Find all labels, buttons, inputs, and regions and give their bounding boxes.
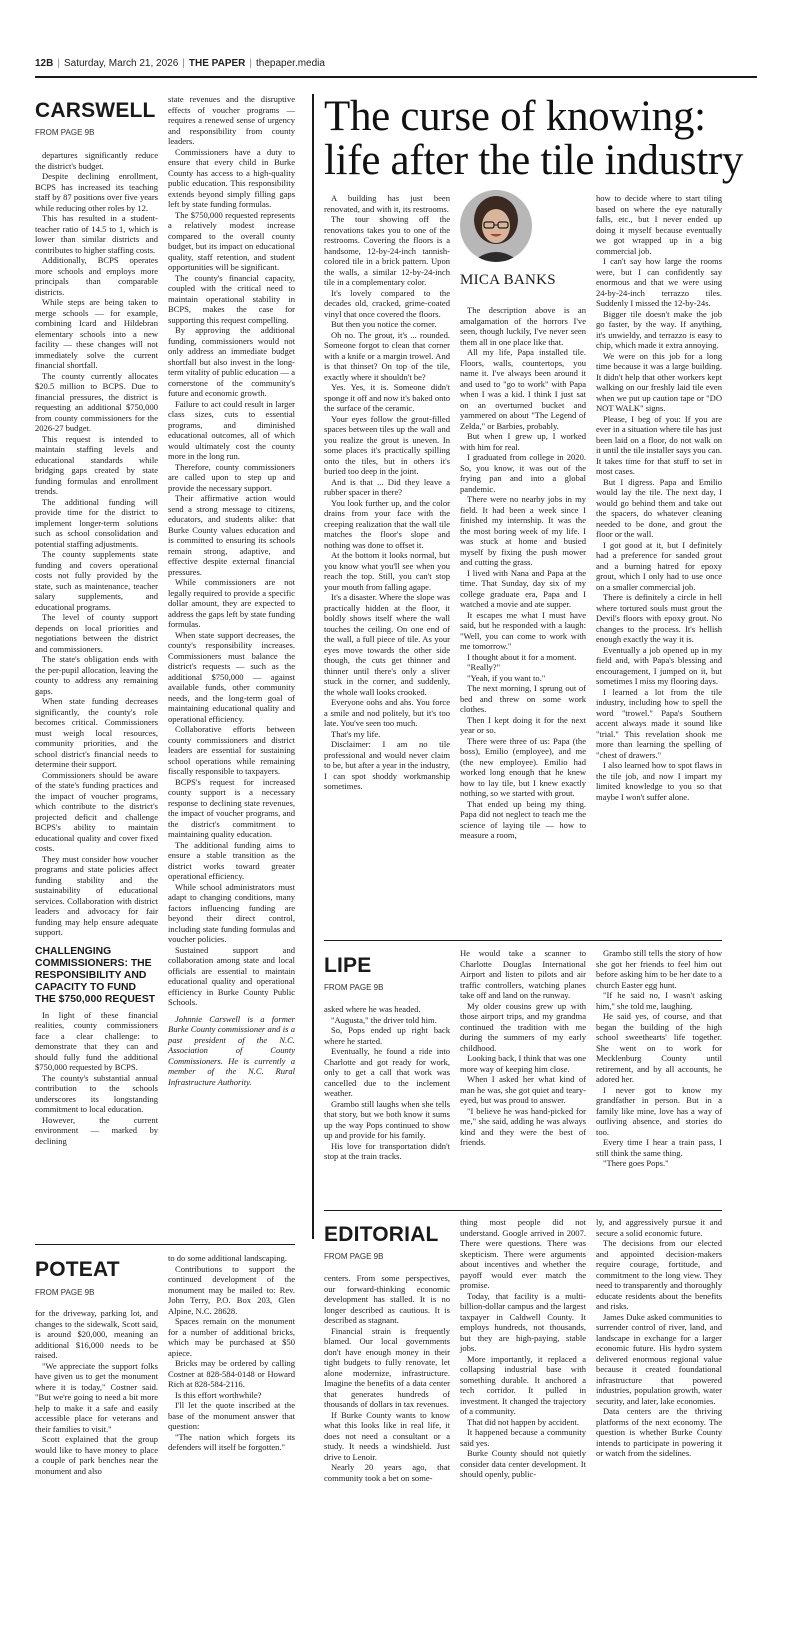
paragraph: In light of these financial realities, county commissioners face a clear challenge: to demonstrate that they can and should fully fund the additional $750,000 requested by BCPS. [35,1009,158,1072]
paragraph: The decisions from our elected and appointed decision-makers require courage, fortitude, and commitment to the long view. They need to transparently and thoroughly educate residents about the benefits and risks. [596,1238,722,1311]
issue-date: Saturday, March 21, 2026 [63,58,179,69]
paragraph: Bricks may be ordered by calling Costner at 828-584-0148 or Howard Rich at 828-584-2116. [168,1358,295,1389]
paragraph: The next morning, I sprung out of bed and threw on some work clothes. [460,683,586,714]
author-byline: MICA BANKS [460,272,556,288]
feature-column-1 [324,193,450,792]
paragraph: Commissioners should be aware of the state's funding practices and the impact of voucher programs, which contribute to the district's projected deficit and challenge BCPS's ability to maintain educational quality and cover fixed costs. [35,769,158,853]
paragraph: "Yeah, if you want to." [467,672,546,683]
lipe-column-2 [460,948,586,1148]
paragraph: Data centers are the thriving platforms of the next economy. The question is whether Burke County intends to participate in powering it or watch from the sidelines. [596,1406,722,1458]
paragraph: When state funding decreases significantly, the county's role becomes critical. Commissioners must weigh local resources, community priorities, and the school district's financial needs to determine their support. [35,696,158,769]
paragraph: At the bottom it looks normal, but you know what you'll see when you reach the top. Still, you can't stop your mouth from falling agape. [324,550,450,592]
paragraph: While school administrators must adapt to changing conditions, many factors influencing funding are beyond their direct control, including state funding formulas and voucher policies. [168,881,295,944]
editorial-column-2 [460,1217,586,1480]
editorial-column-1 [324,1273,450,1483]
paragraph: So, Pops ended up right back where he started. [324,1025,450,1046]
paragraph: Yes. Yes, it is. Someone didn't sponge it off and now it's baked onto the surface of the ceramic. [324,382,451,413]
carswell-tagline: Johnnie Carswell is a former Burke County commissioner and is a past president of the N.C. Association of County Commissioners. He is currently a member of the N.C. Rural Infrastructure Authority. [168,1013,295,1087]
paragraph: The county supplements state funding and covers operational costs not fully provided by the state, such as maintenance, teacher salary supplements, and educational programs. [35,549,158,612]
paragraph: It's lovely compared to the decades old, cracked, grime-coated vinyl that once covered the floors. [324,287,450,319]
paragraph: Your eyes follow the grout-filled spaces between tiles up the wall and you realize the grout is uneven. In some places it's practically spilling onto the tiles, but in others it's buried too deep in the joint. [324,413,450,476]
paragraph: Grambo still laughs when she tells that story, but we both know it sums up the way Pops continued to show up and provide for his family. [324,1098,450,1140]
paragraph: The description above is an amalgamation of the horrors I've seen, though luckily, I've never seen them all in one place like that. [460,305,586,347]
paragraph: His love for transportation didn't stop at the train tracks. [324,1140,450,1161]
page-header: 12B | Saturday, March 21, 2026 | THE PAPER | thepaper.media [35,58,325,69]
paragraph: But then you notice the corner. [331,319,437,329]
paragraph: Spaces remain on the monument for a number of additional bricks, which may be purchased at $50 apiece. [168,1316,295,1358]
paragraph: This request is intended to maintain staffing levels and educational standards while bridging gaps created by state funding formulas and enrollment trends. [35,433,158,496]
site-url[interactable]: thepaper.media [256,58,325,69]
paragraph: Oh no. The grout, it's ... rounded. Someone forgot to clean that corner with a knife or a margin trowel. And is that thinset? On top of the tile, exactly where it shouldn't be? [324,329,450,382]
lipe-title: LIPE [324,954,372,977]
column-divider [312,94,314,1239]
paragraph: He said yes, of course, and that began the building of the high school sweethearts' life together. She went on to work for Mecklenburg County until retirement, and by all accounts, he adored her. [596,1011,722,1084]
paragraph: how to decide where to start tiling based on where the eye naturally falls, etc., but I never ended up doing it myself because eventually we got wrapped up in a big commercial job. [596,193,722,256]
paragraph: Their affirmative action would send a strong message to citizens, educators, and students alike: that Burke County values education and is committed to ensuring its schools remain strong, adaptive, and effective despite external financial pressures. [168,493,295,577]
carswell-column-1 [35,150,158,1146]
paragraph: There were three of us: Papa (the boss), Emilio (employee), and me (the new employee). Emilio had worked long enough that he knew how to lay tile, but I knew exactly nothing, so we started with grout. [460,735,586,798]
paragraph: Grambo still tells the story of how she got her friends to feel him out before asking him to be her date to a church Easter egg hunt. [596,948,722,990]
paragraph: Additionally, BCPS operates more schools and employs more principals than comparable districts. [35,255,158,297]
paragraph: The additional funding aims to ensure a stable transition as the district works toward greater operational efficiency. [168,839,295,881]
paragraph: He would take a scanner to Charlotte Douglas International Airport and listen to pilots and air traffic controllers, watching planes take off and land on the runway. [460,948,586,1000]
paragraph: Collaborative efforts between county commissioners and district leaders are essential for sustaining school operations while remaining fiscally responsible to taxpayers. [168,724,295,776]
paragraph: state revenues and the disruptive effects of voucher programs — requires a renewed sense of urgency and responsibility from county leaders. [168,94,295,146]
paragraph: That ended up being my thing. Papa did not neglect to teach me the science of laying tile — how to measure a room, [460,798,586,840]
poteat-jump: FROM PAGE 9B [35,1288,95,1297]
paragraph: But when I grew up, I worked with him for real. [460,431,586,452]
paragraph: You look further up, and the color drains from your face with the creeping realization that the wall tile matches the floor's slope and nothing was done to offset it. [324,497,450,550]
paragraph: There were no nearby jobs in my field. It had been a week since I finished my internship. It was the the most boring week of my life. I was stuck at home and busied myself by fixing the push mower and cutting the grass. [460,494,586,567]
paragraph: Bigger tile doesn't make the job go faster, by the way. If anything, it's unwieldy, and terrazzo is easy to chip, which made it extra annoying. [596,308,722,350]
feature-column-2 [460,305,586,841]
lipe-bottom-rule [324,1210,722,1211]
paragraph: Today, that facility is a multi-billion-dollar campus and the largest taxpayer in Caldwell County. It employs hundreds, not thousands, but they are high-paying, stable jobs. [460,1290,586,1353]
paragraph: "Augusta," the driver told him. [331,1014,437,1025]
paragraph: Disclaimer: I am no tile professional and would never claim to be, but after a year in the industry, I can spot shoddy workmanship sometimes. [324,739,450,791]
paragraph: "We appreciate the support folks have given us to get the monument where it is today," Costner said. "But we're going to need a bit more help to make it a safe and easily accessible place for veterans and their families to visit." [35,1360,158,1434]
paragraph: While commissioners are not legally required to provide a specific dollar amount, they are expected to address the gaps left by state funding formulas. [168,577,295,629]
paragraph: Burke County should not quietly consider data center development. It should openly, public- [460,1448,586,1479]
feature-column-3 [596,193,722,802]
editorial-column-3 [596,1217,722,1459]
paragraph: I thought about it for a moment. [467,651,577,662]
paragraph: When I asked her what kind of man he was, she got quiet and teary-eyed, but was proud to answer. [460,1074,586,1105]
paragraph: "Really?" [467,662,501,672]
paragraph: Eventually, he found a ride into Charlotte and got ready for work, only to get a call that work was cancelled due to the inclement weather. [324,1046,450,1098]
carswell-jump: FROM PAGE 9B [35,128,95,137]
paragraph: All my life, Papa installed tile. Floors, walls, countertops, you name it. I've always been around it and used to "go to work" with Papa when I was a kid. I think I just sat on an overturned bucket and yammered on about "The Legend of Zelda," or Barbies, probably. [460,347,586,431]
paragraph: But I digress. Papa and Emilio would lay the tile. The next day, I would go behind them and take out the spacers, do whatever cleaning needed to be done, and grout the floor or the wall. [596,476,722,539]
paragraph: asked where he was headed. [324,1004,421,1014]
paragraph: We were on this job for a long time because it was a large building. It didn't help that other workers kept walking on our freshly laid tile even when we put up caution tape or "DO NOT WALK" signs. [596,350,722,413]
carswell-subhead: CHALLENGING COMMISSIONERS: THE RESPONSIBILITY AND CAPACITY TO FUND THE $750,000 REQUEST [35,945,156,1005]
paragraph: for the driveway, parking lot, and changes to the sidewalk, Scott said, is around $20,000, meaning an additional $16,000 needs to be raised. [35,1308,158,1360]
feature-bottom-rule [324,940,722,941]
paragraph: They must consider how voucher programs and state policies affect funding stability and the sustainability of educational services. Collaboration with district leaders and advocacy for fair funding may help ensure adequate support. [35,853,158,937]
page-number: 12B [35,58,54,69]
paragraph: It's a disaster. Where the slope was practically hidden at the floor, it boldly shows itself where the wall touches the ceiling. On one end of the wall, a full piece of tile. As your eyes move towards the other side though, the cuts get thinner and thinner until there's only a sliver stuck in the corner, and suddenly, the whole wall looks crooked. [324,592,450,697]
paragraph: Nearly 20 years ago, that community took a bet on some- [324,1462,450,1483]
paragraph: I graduated from college in 2020. So, you know, it was out of the frying pan and into a global pandemic. [460,452,586,494]
paragraph: Commissioners have a duty to ensure that every child in Burke County has access to a high-quality public education. This responsibility extends beyond simply filling gaps left by state funding formulas. [168,146,295,209]
paragraph: It happened because a community said yes. [460,1427,586,1448]
paragraph: Despite declining enrollment, BCPS has increased its teaching staff by 87 positions over five years while reducing other roles by 12. [35,171,158,213]
paragraph: The additional funding will provide time for the district to implement longer-term solutions such as school consolidation and potential staffing adjustments. [35,496,158,549]
paragraph: I can't say how large the rooms were, but I can confidently say enormous and that we were using 24-by-24-inch terrazzo tiles. Suddenly I missed the 12-by-24s. [596,256,722,308]
paragraph: That's my life. [331,728,381,739]
paragraph: I'll let the quote inscribed at the base of the monument answer that question: [168,1400,295,1431]
poteat-column-1 [35,1308,158,1476]
paragraph: thing most people did not understand. Google arrived in 2007. There were questions. There was skepticism. There were arguments about incentives and whether the payoff would ever match the promise. [460,1217,586,1290]
paragraph: I never got to know my grandfather in person. But in a family like mine, love has a way of outliving absence, and stories do too. [596,1084,722,1137]
editorial-jump: FROM PAGE 9B [324,1252,384,1261]
paragraph: Financial strain is frequently blamed. Our local governments don't have enough money in their tight budgets to fully renovate, let alone modernize, infrastructure. Imagine the benefits of a data center that generates hundreds of thousands of dollars in tax revenues. [324,1325,450,1409]
paragraph: By approving the additional funding, commissioners would not only address an immediate budget shortfall but also invest in the long-term vitality of public education — a cornerstone of the community's future and economic growth. [168,325,295,398]
paragraph: When state support decreases, the county's responsibility increases. Commissioners must balance the district's requests — such as the additional $750,000 — against available funds, other community needs, and the long-term goal of maintaining educational quality and operational efficiency. [168,629,295,724]
paragraph: There is definitely a circle in hell where tortured souls must grout the Devil's floors with epoxy grout. No changes to the process. It's hellish enough exactly the way it is. [596,592,722,644]
author-photo [460,190,532,262]
paragraph: "There goes Pops." [603,1158,669,1168]
paragraph: My older cousins grew up with those airport trips, and my grandma continued the tradition with me during the summers of my early childhood. [460,1000,586,1053]
paragraph: Please, I beg of you: If you are ever in a situation where tile has just been laid on a floor, do not walk on it until the tile installer says you can. It takes time for that stuff to set in most cases. [596,413,722,476]
paragraph: Is this effort worthwhile? [175,1389,262,1400]
paragraph: Then I kept doing it for the next year or so. [460,714,586,735]
paragraph: The level of county support depends on local priorities and negotiations between the district and commissioners. [35,612,158,654]
paragraph: Contributions to support the continued development of the monument may be mailed to: Rev. John Terry, P.O. Box 203, Glen Alpine, N.C. 28628. [168,1263,295,1316]
paragraph: It escapes me what I must have said, but he responded with a laugh: "Well, you can come to work with me tomorrow." [460,609,586,651]
carswell-title: CARSWELL [35,99,156,122]
paragraph: BCPS's request for increased county support is a necessary response to declining state revenues, the impact of voucher programs, and the district's commitment to maintaining quality education. [168,776,295,839]
paragraph: I learned a lot from the tile industry, including how to spell the word "trowel." Papa's Southern accent always made it sound like "trial." This revelation shook me more than learning the spelling of "chest of drawers." [596,686,722,760]
paragraph: James Duke asked communities to surrender control of river, land, and landscape in exchange for a larger economic future. His hydro system delivered enormous regional value because it created foundational infrastructure that powered industries, population growth, water security, and later, lake economies. [596,1311,722,1406]
poteat-top-rule [35,1244,295,1245]
paragraph: Sustained support and collaboration among state and local officials are essential to maintain educational quality and operational efficiency in Burke County Public Schools. [168,944,295,1007]
paragraph: "I believe he was hand-picked for me," she said, adding he was always kind and they were the best of friends. [460,1105,586,1147]
paragraph: And is that ... Did they leave a rubber spacer in there? [324,476,450,497]
paragraph: More importantly, it replaced a collapsing industrial base with something durable. It anchored a tech corridor. It pulled in investment. It changed the trajectory of a community. [460,1353,586,1416]
paragraph: Therefore, county commissioners are called upon to step up and provide the necessary support. [168,461,295,493]
poteat-title: POTEAT [35,1258,120,1281]
paragraph: Eventually a job opened up in my field and, with Papa's blessing and encouragement, I jumped on it, but sometimes I miss my flooring days. [596,644,722,686]
paragraph: A building has just been renovated, and with it, its restrooms. [324,193,450,214]
paragraph: "The nation which forgets its defenders will itself be forgotten." [168,1431,295,1452]
paragraph: The tour showing off the renovations takes you to one of the restrooms. Covering the floors is a handsome, 12-by-24-inch tannish-colored tile in a brick pattern. Upon the walls, a similar 12-by-24-inch tile in a complementary color. [324,214,450,287]
feature-headline: The curse of knowing: life after the tile industry [324,93,744,184]
carswell-column-2 [168,94,295,1087]
paragraph: This has resulted in a student-teacher ratio of 14.5 to 1, which is lower than similar districts and contributes to higher staffing costs. [35,213,158,255]
paragraph: However, the current environment — marked by declining [35,1114,158,1146]
paragraph: centers. From some perspectives, our forward-thinking economic development has stalled. It is no longer described as cautious. It is described as stagnant. [324,1273,450,1325]
lipe-jump: FROM PAGE 9B [324,983,384,992]
paragraph: The county currently allocates $20.5 million to BCPS. Due to financial pressures, the district is requesting an additional $750,000 from county commissioners for the 2026-27 budget. [35,370,158,433]
paragraph: Everyone oohs and ahs. You force a smile and nod politely, but it's too late. You've seen too much. [324,697,450,728]
editorial-title: EDITORIAL [324,1223,439,1246]
paragraph: ly, and aggressively pursue it and secure a solid economic future. [596,1217,722,1238]
paragraph: The county's substantial annual contribution to the schools underscores its longstanding commitment to local education. [35,1072,158,1114]
paper-name: THE PAPER [188,58,246,69]
paragraph: I lived with Nana and Papa at the time. That Sunday, day six of my college graduate era, Papa and I watched a movie and ate supper. [460,567,586,609]
poteat-column-2 [168,1253,295,1453]
paragraph: "If he said no, I wasn't asking him," she told me, laughing. [596,990,722,1011]
paragraph: While steps are being taken to merge schools — for example, combining Icard and Hildebran elementary schools into a new facility — these changes will not immediately solve the current financial shortfall. [35,297,158,370]
paragraph: The $750,000 requested represents a relatively modest increase compared to the overall county budget, but its impact on educational quality, staff retention, and student opportunities will be significant. [168,209,295,272]
header-rule [35,76,757,78]
paragraph: Failure to act could result in larger class sizes, cuts to essential programs, and diminished educational outcomes, all of which would ultimately cost the county more in the long run. [168,398,295,461]
paragraph: Scott explained that the group would like to have money to place a couple of park benches near the monument and also [35,1434,158,1476]
lipe-column-3 [596,948,722,1169]
paragraph: Every time I hear a train pass, I still think the same thing. [596,1137,722,1158]
paragraph: If Burke County wants to know what this looks like in real life, it does not need a consultant or a study. It needs a windshield. Just drive to Lenoir. [324,1409,450,1462]
paragraph: Looking back, I think that was one more way of keeping him close. [460,1053,586,1074]
paragraph: The county's financial capacity, coupled with the critical need to maintain operational stability in BCPS, makes the case for supporting this request compelling. [168,272,295,325]
paragraph: That did not happen by accident. [467,1416,580,1427]
paragraph: I got good at it, but I definitely had a preference for sanded grout and a burning hatred for epoxy grout, which I only had to use once on a smaller commercial job. [596,539,722,592]
lipe-column-1 [324,1004,450,1162]
paragraph: departures significantly reduce the district's budget. [35,150,158,171]
paragraph: The state's obligation ends with the per-pupil allocation, leaving the county to address any remaining gaps. [35,654,158,696]
paragraph: to do some additional landscaping. [168,1253,287,1263]
paragraph: I also learned how to spot flaws in the tile job, and now I impart my limited knowledge to you so that maybe I won't suffer alone. [596,760,722,802]
